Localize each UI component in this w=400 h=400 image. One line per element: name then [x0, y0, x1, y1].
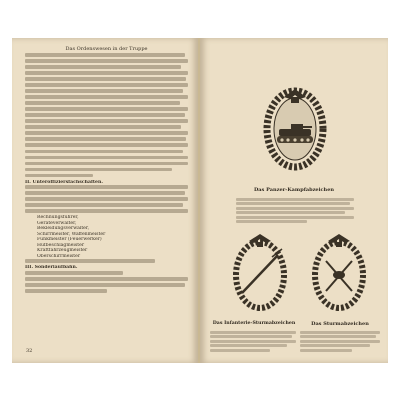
text-line: [25, 89, 183, 93]
left-page-text: [25, 46, 188, 295]
text-line: [210, 340, 296, 343]
panzer-badge-description: [236, 198, 354, 225]
text-line: [300, 331, 380, 334]
list-item: Hufbeschlagmeister: [37, 242, 85, 248]
text-line: [25, 131, 188, 135]
text-line: [25, 209, 188, 213]
text-line: [25, 137, 186, 141]
text-line: [236, 207, 354, 210]
list-item: Rechnungsführer,: [37, 215, 79, 221]
caption-panzer-badge: Das Panzer-Kampfabzeichen: [253, 187, 335, 193]
text-line: [25, 271, 123, 275]
text-line: [25, 125, 181, 129]
text-line: [25, 283, 185, 287]
text-line: [25, 77, 186, 81]
text-line: [210, 349, 270, 352]
list-item: Schirrmeister, Waffenmeister: [37, 231, 106, 237]
general-assault-badge-illustration: [308, 231, 370, 313]
text-line: [25, 185, 188, 189]
text-line: [25, 289, 107, 293]
text-line: [300, 340, 380, 343]
text-line: [210, 331, 296, 334]
text-line: [25, 150, 183, 154]
panzer-badge-illustration: [260, 83, 330, 171]
text-line: [25, 113, 185, 117]
text-line: [25, 65, 181, 69]
text-line: [25, 156, 188, 160]
text-line: [25, 259, 155, 263]
left-page: [12, 38, 198, 363]
page-number: 32: [26, 348, 33, 354]
text-line: [25, 107, 188, 111]
text-line: [236, 198, 354, 201]
text-line: [25, 95, 188, 99]
text-line: [25, 53, 185, 57]
list-item: Geräteverwalter,: [37, 220, 77, 226]
text-line: [300, 335, 376, 338]
infantry-assault-badge-illustration: [228, 231, 292, 313]
text-line: [25, 59, 188, 63]
text-line: [300, 344, 370, 347]
list-item: Oberschirrmeister: [37, 253, 81, 259]
text-line: [210, 335, 292, 338]
text-line: [25, 277, 188, 281]
list-item: Kraftfahrzeugmeister: [37, 248, 88, 254]
assault-badge-description: [300, 331, 380, 353]
text-line: [236, 216, 354, 219]
text-line: [210, 344, 287, 347]
text-line: [25, 119, 188, 123]
list-item: Bekleidungsverwalter,: [37, 226, 90, 232]
text-line: [25, 101, 180, 105]
section-title: Das Ordenswesen in der Truppe: [65, 46, 148, 52]
text-line: [236, 220, 307, 223]
text-line: [25, 71, 188, 75]
subhead-sonderlaufbahn: III. Sonderlaufbahn.: [25, 265, 78, 271]
text-line: [25, 143, 188, 147]
text-line: [25, 162, 188, 166]
text-line: [25, 174, 93, 178]
infantry-badge-description: [210, 331, 296, 353]
text-line: [300, 349, 352, 352]
text-line: [25, 83, 188, 87]
text-line: [25, 203, 183, 207]
book-spread: [12, 38, 388, 363]
caption-infantry-badge: Das Infanterie-Sturmabzeichen: [212, 321, 296, 326]
text-line: [236, 202, 350, 205]
right-page: [200, 38, 388, 363]
list-item: Funkmeister (Feuerwerker): [37, 237, 102, 243]
text-line: [25, 191, 185, 195]
text-line: [25, 168, 172, 172]
text-line: [236, 211, 345, 214]
subhead-unteroffiziere: II. Unteroffiziersfachschaften.: [25, 179, 103, 185]
text-line: [25, 197, 188, 201]
caption-assault-badge: Das Sturmabzeichen: [311, 321, 369, 327]
